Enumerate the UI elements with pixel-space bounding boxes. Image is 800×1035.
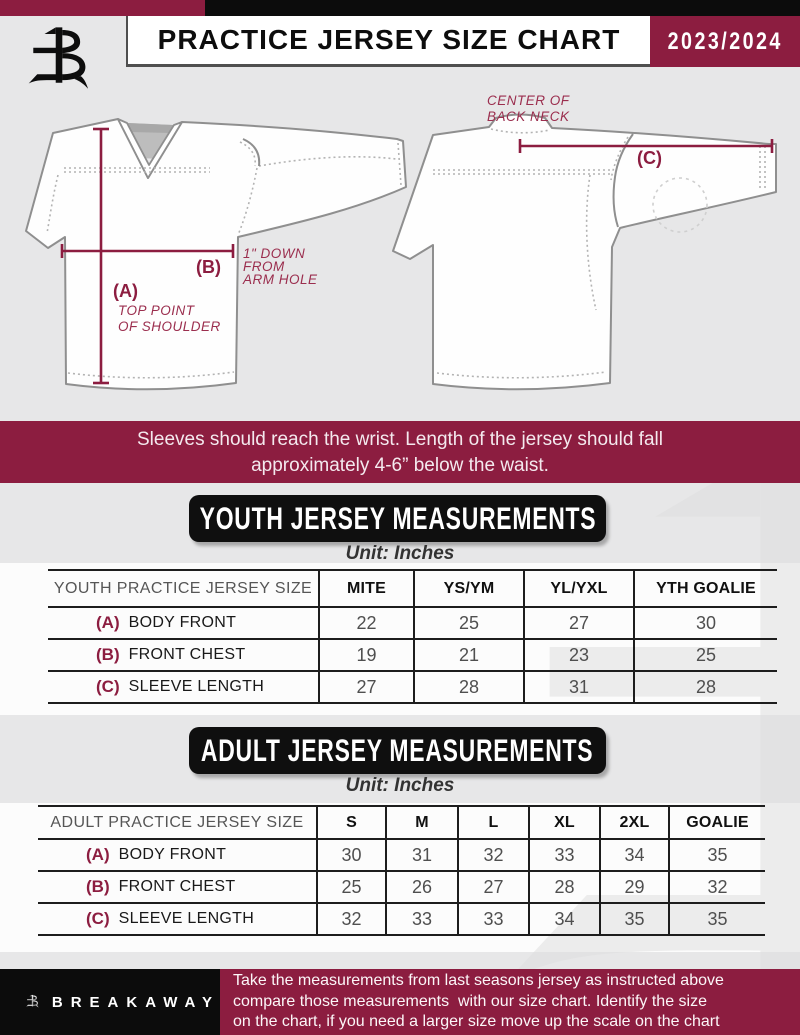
jersey-measurement-diagram <box>0 65 800 420</box>
row-letter: (A) <box>86 845 110 864</box>
label-c-caption-2: BACK NECK <box>487 109 570 124</box>
adult-section-title-text: ADULT JERSEY MEASUREMENTS <box>201 732 594 768</box>
adult-b-xl: 28 <box>528 872 599 902</box>
footer <box>0 969 800 1035</box>
adult-c-m: 33 <box>385 904 457 934</box>
top-strip-maroon <box>0 0 205 16</box>
adult-a-m: 31 <box>385 840 457 870</box>
youth-c-mite: 27 <box>318 672 413 702</box>
youth-section-title <box>189 495 606 542</box>
youth-col-header-mite: MITE <box>318 571 413 606</box>
top-strip-black <box>205 0 800 16</box>
adult-b-s: 25 <box>316 872 385 902</box>
table-row <box>38 840 765 872</box>
adult-a-xl: 33 <box>528 840 599 870</box>
youth-c-ysym: 28 <box>413 672 523 702</box>
adult-col-header-size: ADULT PRACTICE JERSEY SIZE <box>50 813 304 831</box>
banner-line-2: approximately 4-6” below the waist. <box>251 454 549 476</box>
youth-a-goalie: 30 <box>633 608 777 638</box>
youth-col-header-ysym: YS/YM <box>413 571 523 606</box>
adult-c-2xl: 35 <box>599 904 668 934</box>
adult-c-l: 33 <box>457 904 528 934</box>
row-label: FRONT CHEST <box>118 878 236 895</box>
label-a: (A) <box>113 281 138 301</box>
footer-brand-name: BREAKAWAY <box>51 993 220 1011</box>
label-b-caption-2: FROM <box>243 259 285 274</box>
row-label: FRONT CHEST <box>128 646 246 663</box>
banner-line-1: Sleeves should reach the wrist. Length of the jersey should fall <box>137 428 663 450</box>
row-label: SLEEVE LENGTH <box>128 678 265 695</box>
label-c-caption-1: CENTER OF <box>487 93 570 108</box>
adult-b-2xl: 29 <box>599 872 668 902</box>
row-letter: (A) <box>96 613 120 632</box>
youth-table-header-row <box>48 571 777 608</box>
youth-a-ylyxl: 27 <box>523 608 633 638</box>
page-title <box>126 16 650 67</box>
table-row <box>48 672 777 704</box>
adult-table-header-row <box>38 807 765 840</box>
adult-size-table <box>38 805 765 936</box>
footer-line-3: on the chart, if you need a larger size move up the scale on the chart <box>233 1013 720 1031</box>
row-letter: (B) <box>86 877 110 896</box>
label-b-caption-1: 1" DOWN <box>243 246 306 261</box>
season-badge <box>650 16 800 67</box>
footer-line-2: compare those measurements with our size chart. Identify the size <box>233 992 707 1010</box>
row-label: BODY FRONT <box>118 846 227 863</box>
adult-section-title <box>189 727 606 774</box>
table-row <box>38 872 765 904</box>
adult-col-header-l: L <box>457 807 528 838</box>
youth-b-ylyxl: 23 <box>523 640 633 670</box>
adult-b-l: 27 <box>457 872 528 902</box>
adult-col-header-xl: XL <box>528 807 599 838</box>
youth-unit-label: Unit: Inches <box>345 543 455 564</box>
label-b-caption-3: ARM HOLE <box>243 272 318 287</box>
label-a-caption-1: TOP POINT <box>118 303 195 318</box>
youth-b-goalie: 25 <box>633 640 777 670</box>
youth-a-mite: 22 <box>318 608 413 638</box>
youth-col-header-ylyxl: YL/YXL <box>523 571 633 606</box>
youth-a-ysym: 25 <box>413 608 523 638</box>
label-b: (B) <box>196 257 221 277</box>
adult-col-header-2xl: 2XL <box>599 807 668 838</box>
row-label: BODY FRONT <box>128 614 237 631</box>
row-label: SLEEVE LENGTH <box>118 910 255 927</box>
table-row <box>48 640 777 672</box>
row-letter: (B) <box>96 645 120 664</box>
row-letter: (C) <box>96 677 120 696</box>
breakaway-b-logo-footer-icon <box>26 983 40 1021</box>
footer-line-1: Take the measurements from last seasons jersey as instructed above <box>233 972 724 990</box>
label-a-caption-2: OF SHOULDER <box>118 319 221 334</box>
youth-c-goalie: 28 <box>633 672 777 702</box>
adult-a-s: 30 <box>316 840 385 870</box>
youth-section-title-text: YOUTH JERSEY MEASUREMENTS <box>199 500 596 536</box>
youth-c-ylyxl: 31 <box>523 672 633 702</box>
fit-instructions-banner <box>0 421 800 483</box>
adult-b-m: 26 <box>385 872 457 902</box>
adult-a-2xl: 34 <box>599 840 668 870</box>
youth-col-header-size: YOUTH PRACTICE JERSEY SIZE <box>53 579 313 597</box>
row-letter: (C) <box>86 909 110 928</box>
adult-c-s: 32 <box>316 904 385 934</box>
adult-c-goalie: 35 <box>668 904 765 934</box>
page-title-text: PRACTICE JERSEY SIZE CHART <box>157 24 621 55</box>
adult-c-xl: 34 <box>528 904 599 934</box>
front-jersey-drawing <box>26 119 406 389</box>
adult-b-goalie: 32 <box>668 872 765 902</box>
table-row <box>38 904 765 936</box>
youth-b-mite: 19 <box>318 640 413 670</box>
adult-col-header-m: M <box>385 807 457 838</box>
footer-instructions <box>220 969 800 1035</box>
adult-a-goalie: 35 <box>668 840 765 870</box>
season-text: 2023/2024 <box>667 27 783 55</box>
footer-brand-block <box>0 969 220 1035</box>
youth-size-table <box>48 569 777 704</box>
adult-col-header-goalie: GOALIE <box>668 807 765 838</box>
label-c: (C) <box>637 148 662 168</box>
adult-col-header-s: S <box>316 807 385 838</box>
adult-unit-label: Unit: Inches <box>345 775 455 796</box>
back-jersey-drawing <box>393 115 776 390</box>
adult-a-l: 32 <box>457 840 528 870</box>
youth-b-ysym: 21 <box>413 640 523 670</box>
table-row <box>48 608 777 640</box>
youth-col-header-goalie: YTH GOALIE <box>633 571 777 606</box>
